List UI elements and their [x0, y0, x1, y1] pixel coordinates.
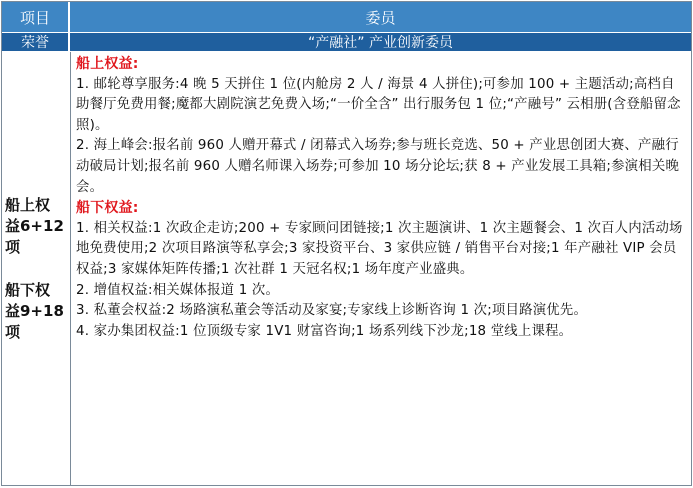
row-label-line: 益6+12	[5, 216, 64, 235]
row-label-line: 船上权	[5, 195, 51, 214]
row-label-line: 项	[5, 237, 21, 256]
benefits-table	[1, 1, 692, 486]
row-label-line: 项	[5, 322, 21, 341]
header-member: 委员	[365, 8, 396, 27]
offboard-item: 1. 相关权益:1 次政企走访;200 + 专家顾问团链接;1 次主题演讲、1 次主题餐会、1 次百人内活动场地免费使用;2 次项目路演等私享会;3 家投资平台、3 家供应链 / 销售平台对接;1 年产融社 VIP 会员权益;3 家媒体矩阵传播;1 次社群 1 天冠名权;1 场年度产业盛典。	[76, 220, 683, 277]
table-header	[2, 2, 691, 33]
onboard-title: 船上权益:	[76, 56, 139, 72]
benefits-content	[76, 54, 685, 485]
row-label-line: 益9+18	[5, 301, 64, 320]
header-project: 项目	[2, 2, 70, 32]
row-label-line: 船下权	[5, 280, 51, 299]
row-label	[2, 52, 71, 485]
offboard-item: 3. 私董会权益:2 场路演私董会等活动及家宴;专家线上诊断咨询 1 次;项目路演优先。	[76, 303, 588, 319]
onboard-item: 2. 海上峰会:报名前 960 人赠开幕式 / 闭幕式入场券;参与班长竞选、50 + 产业思创团大赛、产融行动破局计划;报名前 960 人赠名师课入场券;可参加 10 场分论坛;获 8 + 产业发展工具箱;参演相关晚会。	[76, 138, 680, 195]
offboard-item: 2. 增值权益:相关媒体报道 1 次。	[76, 282, 280, 298]
subheader-honor: 荣誉	[2, 33, 70, 51]
subheader-title: “产融社” 产业创新委员	[308, 35, 453, 51]
onboard-item: 1. 邮轮尊享服务:4 晚 5 天拼住 1 位(内舱房 2 人 / 海景 4 人拼住);可参加 100 + 主题活动;高档自助餐厅免费用餐;魔都大剧院演艺免费入场;“一价全含” 出行服务包 1 位;“产融号” 云相册(含登船留念照)。	[76, 76, 681, 133]
table-subheader	[2, 33, 691, 51]
offboard-title: 船下权益:	[76, 200, 139, 217]
offboard-item: 4. 家办集团权益:1 位顶级专家 1V1 财富咨询;1 场系列线下沙龙;18 堂线上课程。	[76, 323, 573, 339]
